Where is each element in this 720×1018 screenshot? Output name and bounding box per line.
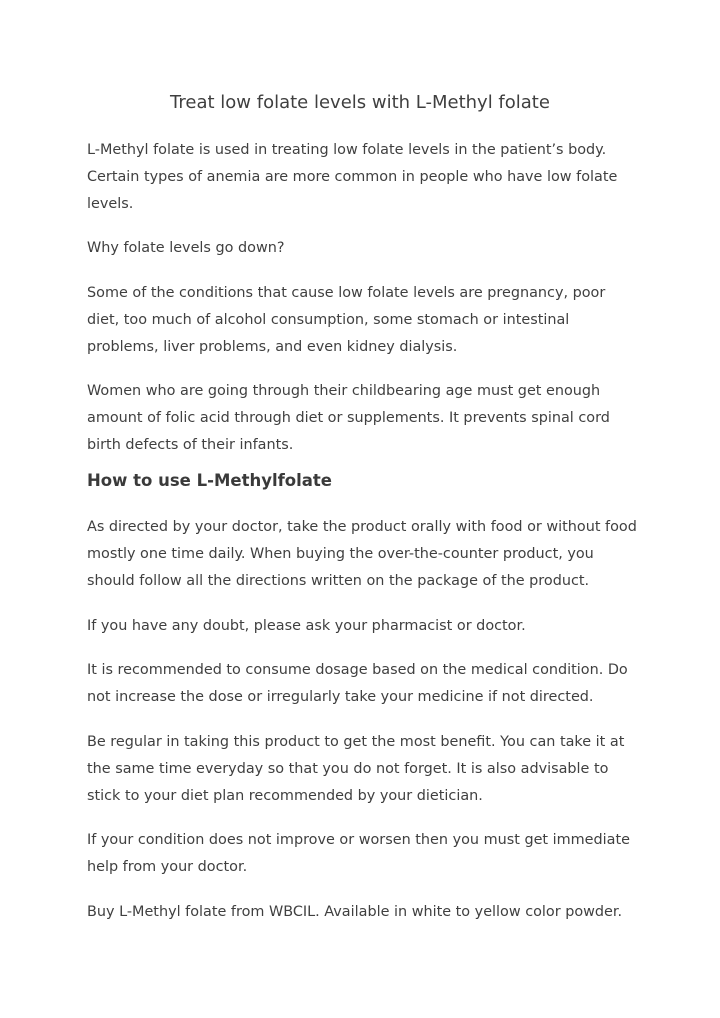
text-line: Women who are going through their childbearing age must get enough xyxy=(87,383,601,399)
text-line: Some of the conditions that cause low folate levels are pregnancy, poor xyxy=(87,285,606,301)
paragraph-doubt xyxy=(87,613,647,640)
text-line: stick to your diet plan recommended by your dietician. xyxy=(87,788,483,804)
paragraph-women xyxy=(87,378,647,459)
section-heading: How to use L-Methylfolate xyxy=(87,471,333,490)
text-line: Why folate levels go down? xyxy=(87,240,285,256)
text-line: It is recommended to consume dosage based on the medical condition. Do xyxy=(87,662,628,678)
text-line: birth defects of their infants. xyxy=(87,437,294,453)
text-line: L-Methyl folate is used in treating low folate levels in the patient’s body. xyxy=(87,142,607,158)
paragraph-question xyxy=(87,235,647,262)
paragraph-condition xyxy=(87,827,647,881)
text-line: not increase the dose or irregularly take your medicine if not directed. xyxy=(87,689,594,705)
paragraph-dosage xyxy=(87,657,647,711)
text-line: Be regular in taking this product to get the most benefit. You can take it at xyxy=(87,734,625,750)
text-line: If you have any doubt, please ask your pharmacist or doctor. xyxy=(87,618,526,634)
text-line: levels. xyxy=(87,196,134,212)
text-line: help from your doctor. xyxy=(87,859,248,875)
text-line: the same time everyday so that you do not forget. It is also advisable to xyxy=(87,761,609,777)
text-line: Buy L-Methyl folate from WBCIL. Available in white to yellow color powder. xyxy=(87,904,623,920)
text-line: problems, liver problems, and even kidney dialysis. xyxy=(87,339,458,355)
text-line: As directed by your doctor, take the product orally with food or without food xyxy=(87,519,637,535)
paragraph-buy xyxy=(87,899,647,926)
paragraph-intro xyxy=(87,137,647,218)
text-line: amount of folic acid through diet or supplements. It prevents spinal cord xyxy=(87,410,610,426)
text-line: diet, too much of alcohol consumption, some stomach or intestinal xyxy=(87,312,570,328)
paragraph-directions xyxy=(87,514,647,595)
text-line: mostly one time daily. When buying the over-the-counter product, you xyxy=(87,546,594,562)
paragraph-causes xyxy=(87,280,647,361)
page-title: Treat low folate levels with L-Methyl folate xyxy=(170,92,550,113)
text-line: should follow all the directions written on the package of the product. xyxy=(87,573,590,589)
text-line: Certain types of anemia are more common in people who have low folate xyxy=(87,169,618,185)
paragraph-regular xyxy=(87,729,647,810)
text-line: If your condition does not improve or worsen then you must get immediate xyxy=(87,832,630,848)
